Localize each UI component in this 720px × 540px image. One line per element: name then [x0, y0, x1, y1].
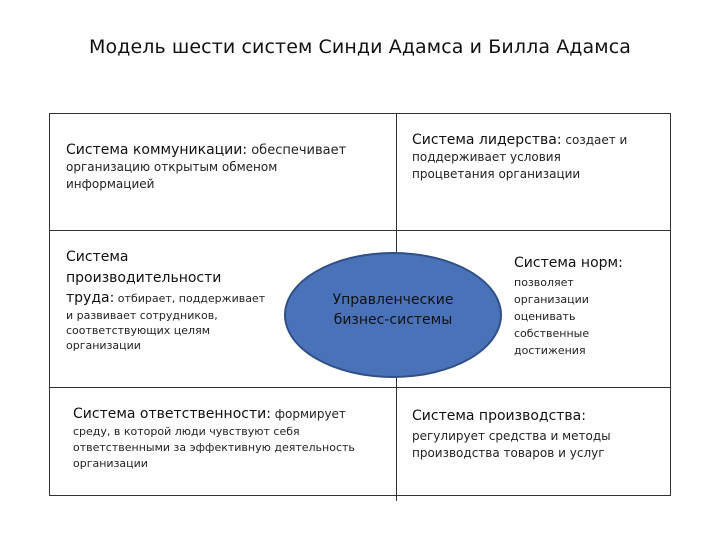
norms-system-heading: Система норм: — [514, 255, 623, 271]
leadership-system-text: поддерживает условия процветания организации — [412, 150, 581, 181]
column-divider-lower — [396, 358, 397, 501]
productivity-system-heading-line2: производительности — [66, 270, 222, 286]
productivity-system-block — [66, 247, 286, 353]
row-divider-top — [49, 230, 671, 231]
leadership-system-heading: Система лидерства: — [412, 132, 562, 148]
leadership-system-text-inline: создает и — [561, 133, 628, 147]
norms-system-block — [514, 252, 664, 359]
diagram-title: Модель шести систем Синди Адамса и Билла Адамса — [88, 36, 631, 58]
communication-system-block — [66, 142, 386, 193]
leadership-system-block — [412, 132, 667, 183]
production-system-heading: Система производства: — [412, 408, 586, 424]
responsibility-system-heading: Система ответственности: — [73, 406, 271, 422]
management-systems-label-line2: бизнес-системы — [333, 312, 453, 328]
column-divider-top — [396, 113, 397, 230]
productivity-system-text: и развивает сотрудников, соответствующих целям организации — [66, 309, 218, 352]
productivity-system-heading-line3: труда: — [66, 290, 115, 306]
row-divider-bottom — [49, 387, 671, 388]
management-systems-label-line1: Управленческие — [332, 292, 454, 308]
management-systems-label — [284, 290, 502, 330]
communication-system-text-inline: обеспечивает — [247, 143, 347, 158]
responsibility-system-block — [73, 404, 383, 472]
communication-system-text: организацию открытым обменом информацией — [66, 160, 278, 191]
production-system-text: регулирует средства и методы производства товаров и услуг — [412, 429, 611, 460]
productivity-system-text-inline: отбирает, поддерживает — [114, 292, 266, 305]
production-system-block — [412, 404, 667, 462]
communication-system-heading: Система коммуникации: — [66, 142, 248, 158]
productivity-system-heading-line1: Система — [66, 249, 129, 265]
norms-system-text: позволяет организации оценивать собственные достижения — [514, 276, 590, 357]
responsibility-system-text: среду, в которой люди чувствуют себя ответственными за эффективную деятельность организации — [73, 425, 355, 470]
responsibility-system-text-inline: формирует — [270, 407, 346, 421]
